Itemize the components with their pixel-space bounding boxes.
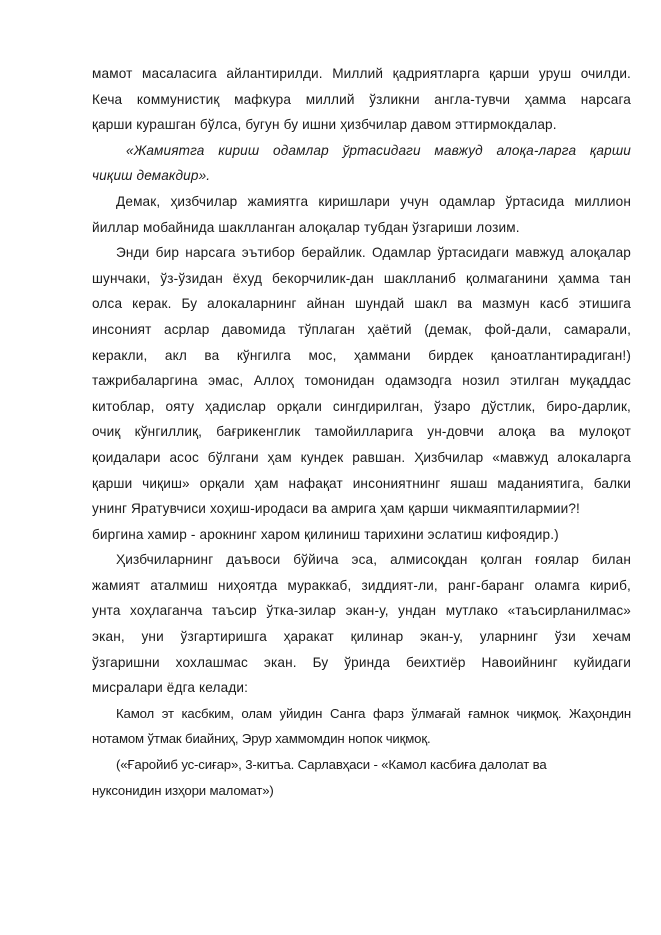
- text-line: нотамом ўтмак биайниҳ, Эрур хаммомдин нопок чиқмоқ.: [92, 731, 431, 747]
- text-line: китоблар, ояту ҳадислар орқали сингдирилган, ўзаро дўстлик, биро-дарлик,: [92, 398, 631, 414]
- text-line: «Жамиятга кириш одамлар ўртасидаги мавжуд алоқа-ларга қарши: [126, 142, 631, 158]
- text-line: Кеча коммунистиқ мафкура миллий ўзликни англа-тувчи ҳамма нарсага: [92, 91, 631, 107]
- text-line: очиқ кўнгиллиқ, бағрикенглик тамойилларига ун-довчи алоқа ва мулоқот: [92, 424, 631, 440]
- text-line: инсоният асрлар давомида тўплаган ҳаётий (демак, фой-дали, самарали,: [92, 321, 631, 337]
- text-line: чиқиш демакдир».: [92, 168, 211, 184]
- text-line: олса керак. Бу алокаларнинг айнан шундай шакл ва мазмун касб этишига: [92, 296, 631, 312]
- text-line: унинг Яратувчиси хоҳиш-иродаси ва амрига ҳам қарши чикмаяптилармии?!: [92, 501, 580, 517]
- text-line: йиллар мобайнида шаклланган алоқалар тубдан ўзгариши лозим.: [92, 219, 520, 235]
- text-line: қоидалари асос бўлгани ҳам кундек равшан. Ҳизбчилар «мавжуд алокаларга: [92, 449, 631, 465]
- text-line: Демак, ҳизбчилар жамиятга киришлари учун одамлар ўртасида миллион: [116, 193, 631, 209]
- text-line: Ҳизбчиларнинг даъвоси бўйича эса, алмисоқдан қолган ғоялар билан: [116, 552, 631, 568]
- text-line: жамият аталмиш ниҳоятда мураккаб, зиддият-ли, ранг-баранг оламга кириб,: [92, 577, 631, 593]
- text-line: Энди бир нарсага эътибор берайлик. Одамлар ўртасидаги мавжуд алоқалар: [116, 245, 631, 261]
- text-line: мисралари ёдга келади:: [92, 680, 249, 696]
- text-line: унта хоҳлаганча таъсир ўтка-зилар экан-у, ундан мутлако «таъсирланилмас»: [92, 603, 631, 619]
- text-line: шунчаки, ўз-ўзидан ёхуд бекорчилик-дан шаклланиб қолмаганини ҳамма тан: [92, 270, 631, 286]
- text-line: биргина хамир - арокнинг харом қилиниш тарихини эслатиш кифоядир.): [92, 526, 559, 542]
- text-line: қарши курашган бўлса, бугун бу ишни ҳизбчилар давом эттирмокдалар.: [92, 117, 557, 133]
- text-line: қарши чиқиш» орқали ҳам нафақат инсониятнинг яшаш маданиятига, балки: [92, 475, 631, 491]
- text-line: Камол эт касбким, олам уйидин Санга фарз ўлмағай ғамнок чиқмоқ. Жаҳондин: [116, 705, 631, 721]
- document-body: [92, 61, 631, 803]
- text-line: нуксонидин изҳори маломат»): [92, 782, 274, 798]
- text-line: мамот масаласига айлантирилди. Миллий қадриятларга қарши уруш очилди.: [92, 66, 631, 81]
- text-line: ўзгаришни хохлашмас экан. Бу ўринда беихтиёр Навоийнинг куйидаги: [92, 654, 631, 670]
- text-line: тажрибаларгина эмас, Аллоҳ томонидан одамзодга нозил этилган муқаддас: [92, 373, 631, 389]
- text-line: экан, уни ўзгартиришга ҳаракат қилинар экан-у, уларнинг ўзи хечам: [92, 629, 631, 645]
- text-line: («Ғаройиб ус-сиғар», 3-китъа. Сарлавҳаси - «Камол касбиға далолат ва: [116, 757, 547, 773]
- text-line: керакли, акл ва кўнгилга мос, ҳаммани бирдек қаноатлантирадиган!): [92, 347, 631, 363]
